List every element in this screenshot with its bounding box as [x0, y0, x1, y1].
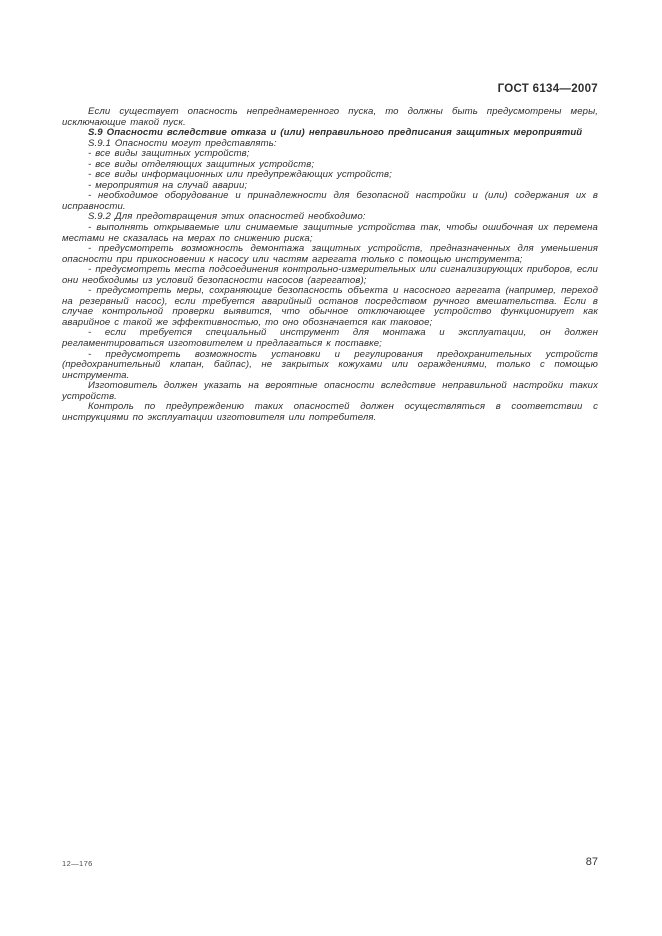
page-number: 87 — [585, 856, 598, 868]
paragraph: Изготовитель должен указать на вероятные опасности вследствие неправильной настройки таких устройств. — [62, 380, 598, 402]
standard-number-header: ГОСТ 6134—2007 — [497, 83, 598, 95]
list-item: - мероприятия на случай аварии; — [88, 179, 248, 191]
section-heading-s9: S.9 Опасности вследствие отказа и (или) неправильного предписания защитных мероприятий — [88, 127, 583, 139]
print-order-signature: 12—176 — [62, 859, 93, 868]
list-item: - предусмотреть возможность демонтажа защитных устройств, предназначенных для уменьшения опасности при прикосновении к насосу или частям агрегата только с помощью инструмента; — [62, 243, 598, 265]
list-item: - все виды защитных устройств; — [88, 148, 250, 160]
list-item: - предусмотреть меры, сохраняющие безопасность объекта и насосного агрегата (например, переход на резервный насос), если требуется аварийный останов посредством ручного вмешательства. Если в случае контрольной проверки выявится, что обычное отключающее устройство функционирует как аварийное с такой же эффективностью, то оно обозначается как таковое; — [62, 285, 598, 328]
list-item: - предусмотреть места подсоединения контрольно-измерительных или сигнализирующих приборов, если они необходимы из условий безопасности насосов (агрегатов); — [62, 264, 598, 286]
document-text-block — [62, 107, 598, 423]
list-item: - выполнять открываемые или снимаемые защитные устройства так, чтобы ошибочная их перемена местами не сказалась на мерах по снижению риска; — [62, 222, 598, 244]
list-item: - необходимое оборудование и принадлежности для безопасной настройки и (или) содержания их в исправности. — [62, 190, 598, 212]
list-item: - все виды информационных или предупреждающих устройств; — [88, 169, 392, 181]
list-item: - все виды отделяющих защитных устройств; — [88, 158, 315, 170]
paragraph: Если существует опасность непреднамеренного пуска, то должны быть предусмотрены меры, исключающие такой пуск. — [62, 106, 598, 128]
paragraph: S.9.1 Опасности могут представлять: — [88, 137, 277, 149]
list-item: - предусмотреть возможность установки и регулирования предохранительных устройств (предохранительный клапан, байпас), не закрытых кожухами или ограждениями, только с помощью инструмента. — [62, 348, 598, 381]
paragraph: S.9.2 Для предотвращения этих опасностей необходимо: — [88, 211, 366, 223]
paragraph: Контроль по предупреждению таких опасностей должен осуществляться в соответствии с инструкциями по эксплуатации изготовителя или потребителя. — [62, 401, 598, 423]
list-item: - если требуется специальный инструмент для монтажа и эксплуатации, он должен регламентироваться изготовителем и предлагаться к поставке; — [62, 327, 598, 350]
